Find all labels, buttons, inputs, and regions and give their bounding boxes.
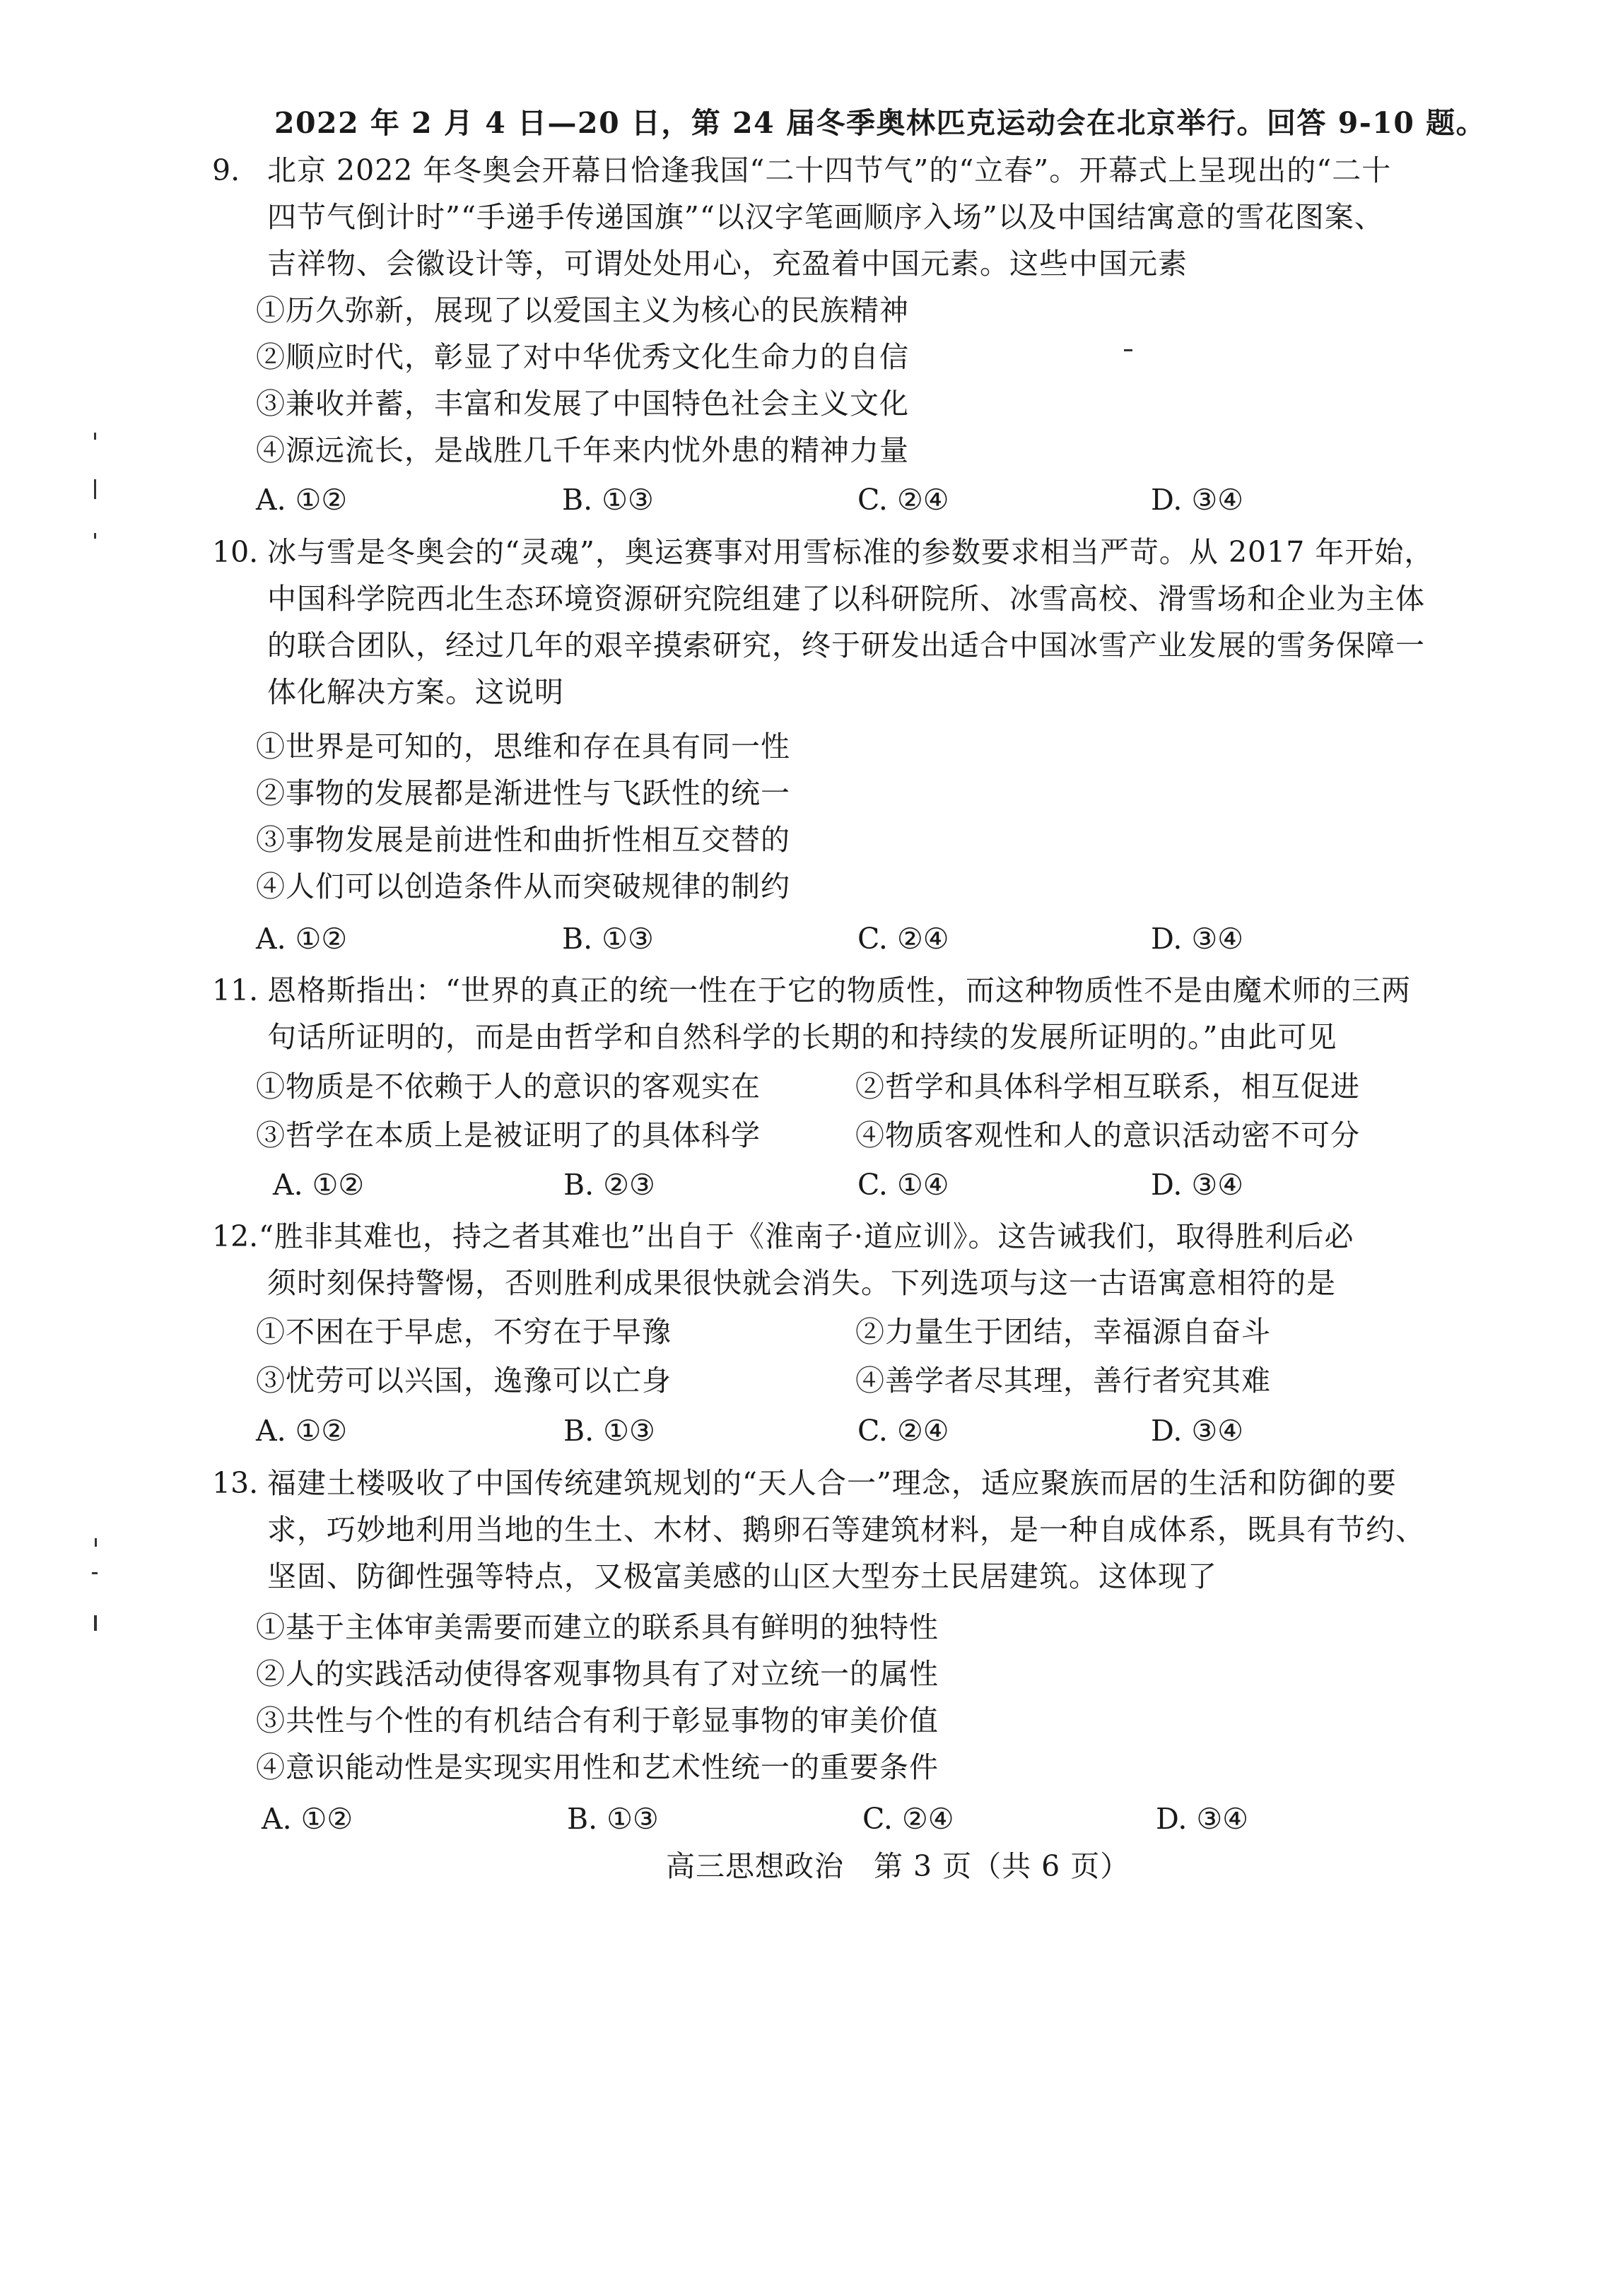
question-stem-line: 须时刻保持警惕，否则胜利成果很快就会消失。下列选项与这一古语寓意相符的是 — [267, 1266, 1336, 1300]
question-stem-line: 坚固、防御性强等特点，又极富美感的山区大型夯土民居建筑。这体现了 — [267, 1559, 1217, 1593]
question-stem-line: 句话所证明的，而是由哲学和自然科学的长期的和持续的发展所证明的。”由此可见 — [267, 1020, 1337, 1054]
question-stem-line: 四节气倒计时”“手递手传递国旗”“以汉字笔画顺序入场”以及中国结寓意的雪花图案、 — [267, 200, 1384, 234]
statement-item: ④意识能动性是实现实用性和艺术性统一的重要条件 — [256, 1750, 939, 1784]
choice-a: A. ①② — [256, 922, 348, 956]
choice-b: B. ②③ — [563, 1168, 655, 1202]
scan-speck — [1124, 349, 1132, 351]
statement-item: ③事物发展是前进性和曲折性相互交替的 — [256, 823, 790, 857]
statement-item: ①历久弥新，展现了以爱国主义为核心的民族精神 — [256, 293, 909, 327]
statement-item: ④人们可以创造条件从而突破规律的制约 — [256, 869, 790, 903]
choice-d: D. ③④ — [1151, 1414, 1243, 1448]
choice-d: D. ③④ — [1151, 922, 1243, 956]
statement-item: ③共性与个性的有机结合有利于彰显事物的审美价值 — [256, 1704, 939, 1738]
choice-b: B. ①③ — [562, 922, 654, 956]
choice-a: A. ①② — [256, 483, 348, 517]
question-stem-line: 恩格斯指出：“世界的真正的统一性在于它的物质性，而这种物质性不是由魔术师的三两 — [267, 973, 1411, 1007]
scan-speck — [92, 1572, 98, 1574]
choice-b: B. ①③ — [567, 1802, 659, 1836]
statement-item: ③哲学在本质上是被证明了的具体科学 — [256, 1118, 761, 1152]
statement-item: ①不困在于早虑，不穷在于早豫 — [256, 1315, 672, 1349]
statement-item: ①基于主体审美需要而建立的联系具有鲜明的独特性 — [256, 1610, 939, 1644]
section-intro: 2022 年 2 月 4 日—20 日，第 24 届冬季奥林匹克运动会在北京举行。回答 9-10 题。 — [274, 106, 1487, 140]
choice-a: A. ①② — [256, 1414, 348, 1448]
question-stem-line: 福建土楼吸收了中国传统建筑规划的“天人合一”理念，适应聚族而居的生活和防御的要 — [267, 1466, 1397, 1500]
choice-c: C. ②④ — [862, 1802, 954, 1836]
question-number: 11. — [212, 973, 259, 1007]
choice-d: D. ③④ — [1151, 1168, 1243, 1202]
choice-c: C. ②④ — [857, 483, 949, 517]
statement-item: ①世界是可知的，思维和存在具有同一性 — [256, 730, 790, 763]
statement-item: ②哲学和具体科学相互联系，相互促进 — [855, 1070, 1360, 1103]
choice-b: B. ①③ — [562, 483, 654, 517]
question-stem-line: “胜非其难也，持之者其难也”出自于《淮南子·道应训》。这告诫我们，取得胜利后必 — [259, 1219, 1354, 1253]
scan-speck — [94, 1615, 97, 1631]
choice-c: C. ②④ — [857, 1414, 949, 1448]
question-stem-line: 的联合团队，经过几年的艰辛摸索研究，终于研发出适合中国冰雪产业发展的雪务保障一 — [267, 628, 1425, 662]
question-stem-line: 求，巧妙地利用当地的生土、木材、鹅卵石等建筑材料，是一种自成体系，既具有节约、 — [267, 1513, 1425, 1547]
choice-d: D. ③④ — [1156, 1802, 1248, 1836]
question-number: 10. — [212, 535, 259, 569]
question-number: 13. — [212, 1466, 259, 1500]
statement-item: ②人的实践活动使得客观事物具有了对立统一的属性 — [256, 1657, 939, 1691]
question-number: 9. — [212, 153, 240, 187]
scan-speck — [95, 1538, 97, 1547]
question-stem-line: 吉祥物、会徽设计等，可谓处处用心，充盈着中国元素。这些中国元素 — [267, 247, 1188, 281]
statement-item: ③忧劳可以兴国，逸豫可以亡身 — [256, 1364, 672, 1398]
statement-item: ③兼收并蓄，丰富和发展了中国特色社会主义文化 — [256, 387, 909, 421]
choice-a: A. ①② — [262, 1802, 353, 1836]
question-stem-line: 北京 2022 年冬奥会开幕日恰逢我国“二十四节气”的“立春”。开幕式上呈现出的“二十 — [267, 153, 1392, 187]
statement-item: ④物质客观性和人的意识活动密不可分 — [855, 1118, 1360, 1152]
page-footer: 高三思想政治 第 3 页（共 6 页） — [666, 1849, 1130, 1883]
scan-speck — [94, 533, 96, 539]
choice-a: A. ①② — [273, 1168, 365, 1202]
question-stem-line: 体化解决方案。这说明 — [267, 675, 564, 709]
statement-item: ①物质是不依赖于人的意识的客观实在 — [256, 1070, 761, 1103]
choice-b: B. ①③ — [563, 1414, 655, 1448]
scan-speck — [94, 433, 96, 440]
statement-item: ②力量生于团结，幸福源自奋斗 — [855, 1315, 1271, 1349]
statement-item: ④善学者尽其理，善行者究其难 — [855, 1364, 1271, 1398]
choice-c: C. ①④ — [857, 1168, 949, 1202]
question-number: 12. — [212, 1219, 259, 1253]
statement-item: ④源远流长，是战胜几千年来内忧外患的精神力量 — [256, 433, 909, 467]
statement-item: ②顺应时代，彰显了对中华优秀文化生命力的自信 — [256, 340, 909, 374]
statement-item: ②事物的发展都是渐进性与飞跃性的统一 — [256, 776, 790, 810]
choice-c: C. ②④ — [857, 922, 949, 956]
choice-d: D. ③④ — [1151, 483, 1243, 517]
question-stem-line: 冰与雪是冬奥会的“灵魂”，奥运赛事对用雪标准的参数要求相当严苛。从 2017 年开始， — [267, 535, 1434, 569]
question-stem-line: 中国科学院西北生态环境资源研究院组建了以科研院所、冰雪高校、滑雪场和企业为主体 — [267, 582, 1425, 616]
scan-speck — [94, 479, 96, 499]
